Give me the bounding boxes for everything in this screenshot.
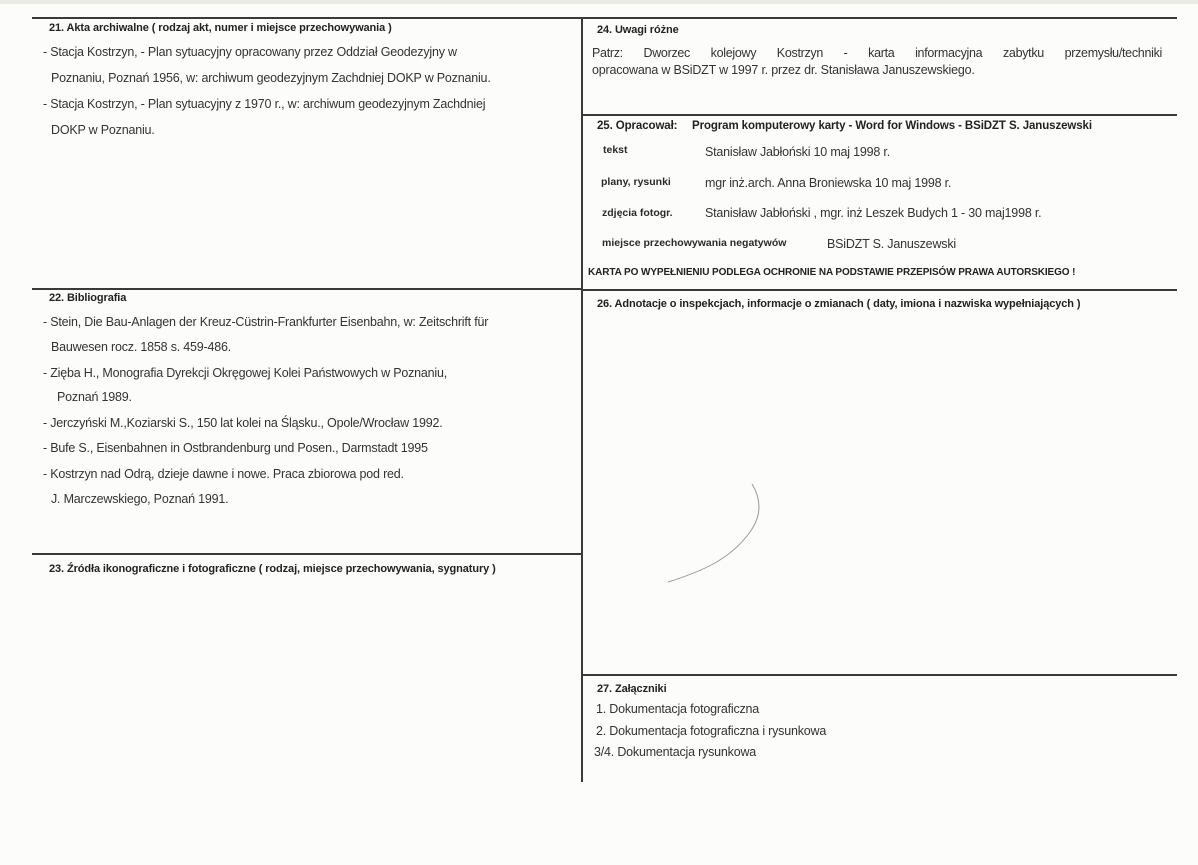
section-21-line: - Stacja Kostrzyn, - Plan sytuacyjny z 1970 r., w: archiwum geodezyjnym Zachdniej [43,97,486,111]
bibliography-item: - Jerczyński M.,Koziarski S., 150 lat kolei na Śląsku., Opole/Wrocław 1992. [43,416,443,430]
bibliography-item: J. Marczewskiego, Poznań 1991. [51,492,229,506]
rule-21-22 [32,288,581,290]
rule-22-23 [32,553,581,555]
section-21-line: - Stacja Kostrzyn, - Plan sytuacyjny opracowany przez Oddział Geodezyjny w [43,45,457,59]
top-rule [32,17,1177,19]
bibliography-item: - Kostrzyn nad Odrą, dzieje dawne i nowe. Praca zbiorowa pod red. [43,467,404,481]
section-25-program: Program komputerowy karty - Word for Windows - BSiDZT S. Januszewski [692,120,1092,132]
section-27-header: 27. Załączniki [597,683,667,695]
section-21-header: 21. Akta archiwalne ( rodzaj akt, numer i miejsce przechowywania ) [49,22,392,34]
attachment-item: 3/4. Dokumentacja rysunkowa [594,745,757,759]
author-value-text: Stanisław Jabłoński 10 maj 1998 r. [705,145,890,159]
rule-26-27 [583,674,1177,676]
rule-25-26 [583,289,1177,291]
section-25-label: 25. Opracował: [597,120,678,132]
author-value-photos: Stanisław Jabłoński , mgr. inż Leszek Budych 1 - 30 maj1998 r. [705,206,1042,220]
section-24-note: Patrz: Dworzec kolejowy Kostrzyn - karta informacyjna zabytku przemysłu/techniki [592,46,1162,60]
bibliography-item: - Zięba H., Monografia Dyrekcji Okręgowej Kolei Państwowych w Poznaniu, [43,366,448,380]
negatives-storage-label: miejsce przechowywania negatywów [602,237,787,249]
bibliography-item: Bauwesen rocz. 1858 s. 459-486. [51,340,232,354]
copyright-warning: KARTA PO WYPEŁNIENIU PODLEGA OCHRONIE NA PODSTAWIE PRZEPISÓW PRAWA AUTORSKIEGO ! [588,267,1076,278]
attachment-item: 2. Dokumentacja fotograficzna i rysunkowa [596,724,827,738]
section-26-header: 26. Adnotacje o inspekcjach, informacje o zmianach ( daty, imiona i nazwiska wypełniających ) [597,298,1081,310]
bibliography-item: Poznań 1989. [57,390,132,404]
rule-24-25 [583,114,1177,116]
section-21-line: Poznaniu, Poznań 1956, w: archiwum geodezyjnym Zachdniej DOKP w Poznaniu. [51,71,491,85]
attachment-item: 1. Dokumentacja fotograficzna [596,702,760,716]
card-top-edge [0,0,1198,4]
pen-stroke [660,480,780,590]
author-label-plans: plany, rysunki [601,176,671,188]
section-24-note: opracowana w BSiDZT w 1997 r. przez dr. Stanisława Januszewskiego. [592,63,975,77]
center-divider [581,17,583,782]
author-value-plans: mgr inż.arch. Anna Broniewska 10 maj 1998 r. [705,176,952,190]
negatives-storage-value: BSiDZT S. Januszewski [827,237,956,251]
section-24-header: 24. Uwagi różne [597,24,679,36]
section-23-header: 23. Źródła ikonograficzne i fotograficzne ( rodzaj, miejsce przechowywania, sygnatury ) [49,563,496,575]
bibliography-item: - Stein, Die Bau-Anlagen der Kreuz-Cüstrin-Frankfurter Eisenbahn, w: Zeitschrift für [43,315,489,329]
section-21-line: DOKP w Poznaniu. [51,123,155,137]
author-label-photos: zdjęcia fotogr. [602,207,673,219]
section-22-header: 22. Bibliografia [49,292,127,304]
author-label-text: tekst [603,144,628,156]
bibliography-item: - Bufe S., Eisenbahnen in Ostbrandenburg und Posen., Darmstadt 1995 [43,441,428,455]
